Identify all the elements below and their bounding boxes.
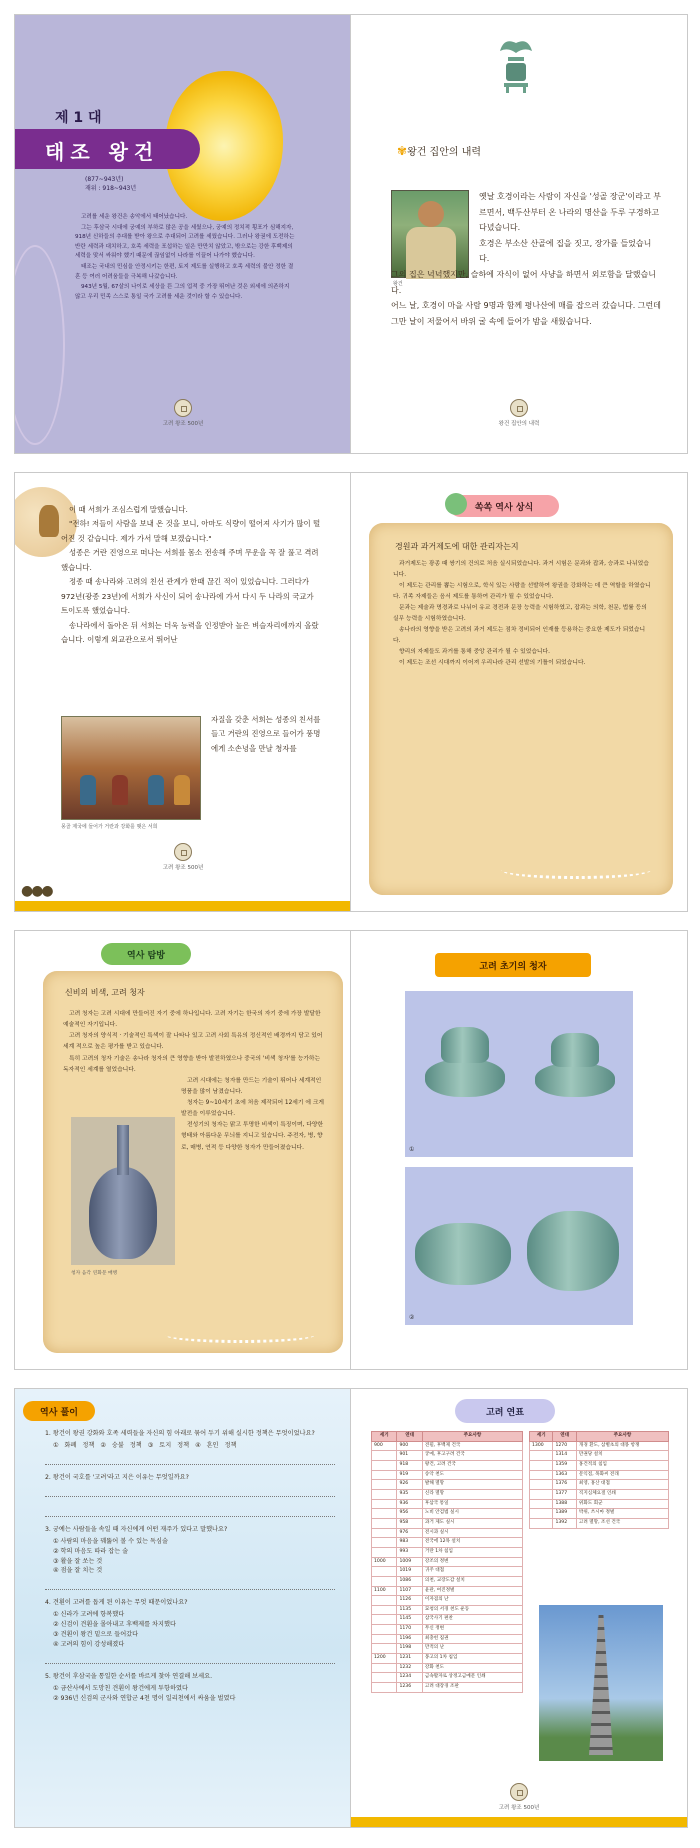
col-event: 주요사항: [422, 1432, 522, 1442]
page-history-tip: [350, 472, 688, 912]
celadon-photo-1: [405, 991, 633, 1157]
story-para: 어느 날, 호경이 마을 사람 9명과 함께 평나산에 매를 잡으러 갔습니다. 그런데 그만 날이 저물어서 바위 굴 속에 들어가 밤을 새웠습니다.: [391, 301, 661, 326]
page-timeline: [350, 1388, 688, 1828]
event-cell: 만권당 설치: [576, 1451, 668, 1461]
century-cell: 1300: [530, 1441, 553, 1451]
answer-line[interactable]: [45, 1652, 335, 1664]
event-cell: 박위, 쓰시마 정벌: [576, 1509, 668, 1519]
intro-para: 943년 5월, 67살의 나이로 세상을 뜬 그의 업적 중 가장 뛰어난 것은 외세에 의존하지 않고 우리 민족 스스로 통일 국가 고려를 세운 것이라 할 수 있습니다.: [75, 284, 290, 300]
timeline-row: [372, 1547, 523, 1557]
section-title: [397, 143, 481, 158]
year-cell: 1376: [553, 1480, 576, 1490]
quiz-list: [45, 1429, 335, 1707]
intro-para: 그는 후삼국 시대에 궁예의 부하로 많은 공을 세웠으나, 궁예의 정치적 횡포가 심해지자, 918년 신하들의 추대를 받아 왕으로 추대되어 고려를 세웠습니다. 그러나 왕권에 도전하는 반란 세력과 대치하고, 호족 세력을 포섭하는 일은 만만치 않았고, 밖으로는 강한 후백제의 세력을 맞서 싸워야 했기 때문에 끊임없이 나라를 이끌어 나가야 했습니다.: [75, 224, 295, 260]
century-cell: [372, 1460, 397, 1470]
century-cell: [372, 1509, 397, 1519]
event-cell: 전시과 실시: [422, 1528, 522, 1538]
century-cell: [372, 1518, 397, 1528]
century-cell: [372, 1663, 397, 1673]
event-cell: 노비 안검법 실시: [422, 1509, 522, 1519]
timeline-row: [372, 1480, 523, 1490]
story-para: 호경은 부소산 산골에 집을 짓고, 장가를 들었습니다.: [479, 238, 652, 264]
event-cell: 견훤, 후백제 건국: [422, 1441, 522, 1451]
timeline-row: [372, 1576, 523, 1586]
event-cell: 과거 제도 실시: [422, 1518, 522, 1528]
event-cell: 직지심체요절 인쇄: [576, 1489, 668, 1499]
col-event: 주요사항: [576, 1432, 668, 1442]
answer-option[interactable]: ② 신검이 견훤을 몰아내고 후백제를 차지했다: [53, 1621, 176, 1629]
coin-icon: [174, 399, 192, 417]
timeline-row: [372, 1683, 523, 1693]
story-text: [391, 189, 661, 329]
question-2: [45, 1473, 335, 1517]
col-year: 연대: [397, 1432, 422, 1442]
century-cell: [372, 1547, 397, 1557]
century-cell: [372, 1625, 397, 1635]
lace-decoration: [501, 861, 651, 879]
timeline-row: [372, 1441, 523, 1451]
century-cell: [530, 1499, 553, 1509]
event-cell: 고려 대장경 조판: [422, 1683, 522, 1693]
year-cell: 1359: [553, 1460, 576, 1470]
timeline-table-left: [371, 1431, 523, 1693]
century-cell: [530, 1480, 553, 1490]
year-cell: 1145: [397, 1615, 422, 1625]
century-cell: [372, 1470, 397, 1480]
story-para: 옛날 호경이라는 사람이 자신을 '성골 장군'이라고 부르면서, 백두산부터 온 나라의 명산을 두루 구경하고 다녔습니다.: [479, 192, 661, 233]
section-title-text: 왕건 집안의 내력: [407, 147, 482, 158]
timeline-row: [530, 1480, 669, 1490]
panel-para: 특히 고려의 청자 기술은 송나라 청자의 큰 영향을 받아 발전하였으나 중국의 '비색 청자'를 능가하는 독자적인 세계를 열었습니다.: [63, 1055, 321, 1073]
year-cell: 1231: [397, 1654, 422, 1664]
year-cell: 900: [397, 1441, 422, 1451]
timeline-row: [530, 1470, 669, 1480]
timeline-row: [530, 1489, 669, 1499]
event-cell: 궁예, 후고구려 건국: [422, 1451, 522, 1461]
panel-title: 경원과 과거제도에 대한 관리자는지: [395, 542, 519, 551]
event-cell: 무신 정변: [422, 1625, 522, 1635]
century-cell: [372, 1644, 397, 1654]
century-cell: [530, 1451, 553, 1461]
event-cell: 묘청의 서경 천도 운동: [422, 1605, 522, 1615]
page-family-history: [350, 14, 688, 454]
timeline-row: [372, 1605, 523, 1615]
year-cell: 983: [397, 1538, 422, 1548]
timeline-row: [372, 1644, 523, 1654]
year-cell: 1170: [397, 1625, 422, 1635]
event-cell: 고려 멸망, 조선 건국: [576, 1518, 668, 1528]
story-para: 송나라에서 돌아온 뒤 서희는 더욱 능력을 인정받아 높은 벼슬자리에까지 올랐습니다. 이렇게 외교관으로서 뛰어난: [61, 620, 319, 644]
timeline-row: [372, 1673, 523, 1683]
king-title: 태조 왕건: [15, 129, 200, 169]
timeline-row: [372, 1451, 523, 1461]
page-footer: [351, 399, 687, 427]
timeline-row: [372, 1538, 523, 1548]
intro-para: 고려를 세운 왕건은 송악에서 태어났습니다.: [81, 214, 188, 220]
lace-decoration: [165, 1327, 315, 1343]
panel-para: 과거제도는 광종 때 쌍기의 건의로 처음 실시되었습니다. 과거 시험은 문과와 잡과, 승과로 나뉘었습니다.: [393, 561, 649, 578]
century-cell: [372, 1480, 397, 1490]
year-cell: 1086: [397, 1576, 422, 1586]
page-footer: [15, 399, 351, 427]
section-badge: 역사 탐방: [101, 943, 191, 965]
century-cell: [530, 1518, 553, 1528]
year-cell: 993: [397, 1547, 422, 1557]
col-year: 연대: [553, 1432, 576, 1442]
answer-option[interactable]: ① 금산사에서 도망친 견훤이 왕건에게 투항하였다: [53, 1684, 188, 1692]
photo-number: ②: [409, 1314, 415, 1321]
event-cell: 위화도 회군: [576, 1499, 668, 1509]
year-cell: 958: [397, 1518, 422, 1528]
panel-para: 향리의 자제들도 과거를 통해 중앙 관리가 될 수 있었습니다.: [399, 649, 550, 655]
col-century: 세기: [372, 1432, 397, 1442]
timeline-row: [372, 1557, 523, 1567]
section-badge: 고려 연표: [455, 1399, 555, 1423]
century-cell: [372, 1499, 397, 1509]
century-cell: 1000: [372, 1557, 397, 1567]
event-cell: 이자겸의 난: [422, 1596, 522, 1606]
century-cell: 1200: [372, 1654, 397, 1664]
intro-text: [75, 213, 295, 303]
timeline-row: [372, 1586, 523, 1596]
century-cell: [372, 1673, 397, 1683]
panel-para: 전성기의 청자는 맑고 투명한 비색이 특징이며, 다양한 형태와 아름다운 무늬를 지니고 있습니다. 주전자, 병, 향로, 매병, 연적 등 다양한 청자가 만들어졌습니다.: [181, 1122, 324, 1151]
century-cell: [530, 1489, 553, 1499]
year-cell: 1234: [397, 1673, 422, 1683]
generation-label: 제 1 대: [55, 110, 102, 126]
story-para: "전하! 저들이 사람을 보내 온 것을 보니, 아마도 식량이 떨어져 사기가 많이 떨어진 것 같습니다. 제가 가서 말해 보겠습니다.": [61, 519, 321, 543]
event-cell: 송악 천도: [422, 1470, 522, 1480]
event-cell: 귀주 대첩: [422, 1567, 522, 1577]
timeline-row: [530, 1441, 669, 1451]
footer-label: 왕건 집안의 내력: [498, 421, 540, 427]
year-cell: 1196: [397, 1634, 422, 1644]
event-cell: 왕건, 고려 건국: [422, 1460, 522, 1470]
year-cell: 1126: [397, 1596, 422, 1606]
question-text: 1. 왕건이 왕권 강화와 호족 세력들을 자신의 힘 아래로 묶어 두기 위해 실시한 정책은 무엇이었나요?: [45, 1430, 315, 1437]
panel-para: 고려 청자의 양식적 · 기술적인 특색이 잘 나타나 있고 고려 사회 특유의 정신적인 배경까지 담고 있어 세계 적으로 높은 평가를 받고 있습니다.: [63, 1033, 323, 1051]
footer-label: 고려 왕조 500년: [162, 421, 204, 427]
page-footer: [15, 843, 351, 871]
timeline-row: [372, 1509, 523, 1519]
year-cell: 918: [397, 1460, 422, 1470]
century-cell: [372, 1538, 397, 1548]
event-cell: 전국에 12목 설치: [422, 1538, 522, 1548]
year-cell: 936: [397, 1499, 422, 1509]
timeline-row: [372, 1518, 523, 1528]
question-text: 3. 궁예는 사람들을 속일 때 자신에게 어떤 재주가 있다고 말했나요?: [45, 1525, 228, 1533]
timeline-row: [530, 1518, 669, 1528]
year-cell: 976: [397, 1528, 422, 1538]
event-cell: 후삼국 통일: [422, 1499, 522, 1509]
year-cell: 926: [397, 1480, 422, 1490]
answer-option[interactable]: ① 신라가 고려에 항복했다: [53, 1611, 125, 1619]
section-badge: 역사 풀이: [23, 1401, 95, 1421]
timeline-row: [530, 1451, 669, 1461]
answer-line[interactable]: [45, 1453, 335, 1465]
event-cell: 최영, 홍산 대첩: [576, 1480, 668, 1490]
century-cell: [372, 1489, 397, 1499]
timeline-row: [530, 1499, 669, 1509]
year-cell: 1389: [553, 1509, 576, 1519]
question-5: [45, 1672, 335, 1704]
year-cell: 1388: [553, 1499, 576, 1509]
answer-option[interactable]: ① 사람의 마음을 꿰뚫어 볼 수 있는 독심술: [53, 1537, 168, 1545]
event-cell: 강조의 정변: [422, 1557, 522, 1567]
answer-line[interactable]: [45, 1485, 335, 1497]
year-cell: 1198: [397, 1644, 422, 1654]
badge-label: 쏙쏙 역사 상식: [474, 503, 534, 513]
side-text: 자질을 갖춘 서희는 성종의 친서를 들고 거란의 진영으로 들어가 풍명에게 소손녕을 만날 청자를: [211, 715, 321, 753]
question-4: [45, 1598, 335, 1664]
year-cell: 1392: [553, 1518, 576, 1528]
event-cell: 만적의 난: [422, 1644, 522, 1654]
event-cell: 의천, 교장도감 설치: [422, 1576, 522, 1586]
story-para: 이 때 서희가 조심스럽게 말했습니다.: [69, 505, 188, 514]
century-cell: [530, 1509, 553, 1519]
page-seohui-story: [14, 472, 352, 912]
dot-decoration: ●●●: [21, 883, 52, 899]
painting-image: [61, 716, 201, 820]
coin-icon: [174, 843, 192, 861]
panel-para: 청자는 9~10세기 초에 처음 제작되어 12세기 에 크게 발전을 이루었습니다.: [181, 1100, 324, 1118]
reign: 재위 : 918~943년: [85, 185, 137, 192]
leaf-icon: [445, 493, 467, 515]
section-badge: [449, 495, 559, 517]
photo-number: ①: [409, 1146, 415, 1153]
event-cell: 개경 환도, 삼별초의 대몽 항쟁: [576, 1441, 668, 1451]
page-history-tour: [14, 930, 352, 1370]
page-footer: [351, 1783, 687, 1811]
portrait-caption: 왕건: [393, 281, 403, 287]
answer-option[interactable]: ③ 활을 잘 쏘는 것: [53, 1557, 103, 1565]
year-cell: 1019: [397, 1567, 422, 1577]
timeline-row: [372, 1596, 523, 1606]
event-cell: 강화 천도: [422, 1663, 522, 1673]
timeline-row: [372, 1663, 523, 1673]
panel-text: [393, 559, 651, 669]
year-cell: 901: [397, 1451, 422, 1461]
question-text: 4. 견훤이 고려를 돕게 된 이유는 무엇 때문이었나요?: [45, 1599, 188, 1607]
century-cell: [372, 1683, 397, 1693]
footer-bar: [351, 1817, 687, 1827]
timeline-row: [530, 1460, 669, 1470]
century-cell: [372, 1451, 397, 1461]
year-cell: 935: [397, 1489, 422, 1499]
year-cell: 1232: [397, 1663, 422, 1673]
event-cell: 삼국사기 편찬: [422, 1615, 522, 1625]
story-para: 정종 때 송나라와 고려의 친선 관계가 한때 끊긴 적이 있었습니다. 그러다가 972년(광종 23년)에 서희가 사신이 되어 송나라에 가서 다시 두 나라의 국교가 트이도록 했었습니다.: [61, 577, 314, 616]
panel-para: 송나라의 영향을 받은 고려의 과거 제도는 점차 정비되어 인재를 등용하는 중요한 제도가 되었습니다.: [393, 627, 646, 644]
answer-option[interactable]: ② 936년 신검의 군사와 연합군 4천 명이 일리천에서 싸움을 벌였다: [53, 1694, 236, 1702]
event-cell: 몽고의 1차 침입: [422, 1654, 522, 1664]
pagoda-photo: [539, 1605, 663, 1761]
year-cell: 1135: [397, 1605, 422, 1615]
century-cell: 900: [372, 1441, 397, 1451]
answer-line[interactable]: [45, 1505, 335, 1517]
year-cell: 919: [397, 1470, 422, 1480]
year-cell: 1314: [553, 1451, 576, 1461]
century-cell: 1100: [372, 1586, 397, 1596]
timeline-row: [372, 1567, 523, 1577]
timeline-row: [372, 1528, 523, 1538]
timeline-row: [372, 1615, 523, 1625]
answer-option[interactable]: ③ 견훤이 왕건 밑으로 들어갔다: [53, 1631, 139, 1639]
panel-para: 이 제도는 조선 시대까지 이어져 우리나라 관리 선발의 기틀이 되었습니다.: [399, 660, 586, 666]
event-cell: 문익점, 목화씨 전래: [576, 1470, 668, 1480]
timeline-row: [372, 1625, 523, 1635]
century-cell: [372, 1576, 397, 1586]
intro-para: 태조는 국내의 민심을 안정시키는 한편, 토지 제도를 실행하고 호족 세력의 불안 정한 결혼 등 여러 어려움들을 극복해 나갔습니다.: [75, 264, 294, 280]
page-celadon-gallery: [350, 930, 688, 1370]
century-cell: [372, 1567, 397, 1577]
vase-caption: 청자 음각 연화문 매병: [71, 1271, 118, 1276]
timeline-table-right: [529, 1431, 669, 1529]
century-cell: [372, 1615, 397, 1625]
timeline-row: [372, 1460, 523, 1470]
question-text: 2. 왕건이 국호를 '고려'라고 지은 이유는 무엇일까요?: [45, 1473, 189, 1481]
century-cell: [372, 1605, 397, 1615]
timeline-row: [372, 1499, 523, 1509]
panel-title: 신비의 비색, 고려 청자: [65, 988, 145, 997]
story-para: 성종은 거란 진영으로 떠나는 서희를 몸소 전송해 주며 무운을 꼭 잘 풀고 격려했습니다.: [61, 548, 319, 572]
page-quiz: [14, 1388, 352, 1828]
panel-para: 고려 청자는 고려 시대에 만들어진 자기 중에 하나입니다. 고려 자기는 한국의 자기 중에 가장 발달한 예술적인 자기입니다.: [63, 1011, 321, 1029]
story-para: 그의 집은 넉넉했지만, 슬하에 자식이 없어 사냥을 하면서 외로함을 달랬습니다.: [391, 269, 656, 295]
answer-line[interactable]: [45, 1578, 335, 1590]
footer-label: 고려 왕조 500년: [162, 865, 204, 871]
event-cell: 금속활자로 상정고금예문 인쇄: [422, 1673, 522, 1683]
timeline-row: [372, 1470, 523, 1480]
story-text: [61, 503, 323, 647]
page-king-intro: [14, 14, 352, 454]
year-cell: 1270: [553, 1441, 576, 1451]
event-cell: 윤관, 여진정벌: [422, 1586, 522, 1596]
timeline-row: [530, 1509, 669, 1519]
century-cell: [530, 1470, 553, 1480]
timeline-row: [372, 1489, 523, 1499]
year-cell: 1377: [553, 1489, 576, 1499]
col-century: 세기: [530, 1432, 553, 1442]
question-text: 5. 왕건이 후삼국을 통일한 순서를 바르게 찾아 연결해 보세요.: [45, 1672, 213, 1680]
lifespan: (877~943년): [85, 176, 124, 183]
timeline-row: [372, 1634, 523, 1644]
footer-bar: [15, 901, 351, 911]
coin-icon: [510, 1783, 528, 1801]
celadon-vase-image: [71, 1117, 175, 1265]
painting-caption: 몽골 제국에 들어가 거란과 강화를 맺은 서희: [61, 824, 158, 830]
coin-icon: [510, 399, 528, 417]
century-cell: [372, 1596, 397, 1606]
answer-option[interactable]: ④ 고려의 힘이 강성해졌다: [53, 1641, 125, 1649]
year-cell: 1009: [397, 1557, 422, 1567]
event-cell: 홍건적의 침입: [576, 1460, 668, 1470]
question-1: [45, 1429, 335, 1465]
century-cell: [372, 1528, 397, 1538]
panel-para: 이 제도는 관리를 뽑는 시험으로, 학식 있는 사람을 선발하여 왕권을 강화하는 데 큰 역할을 하였습니다. 귀족 자제들은 음서 제도를 통하여 관리가 될 수 있었습니다.: [393, 583, 651, 600]
event-cell: 발해 멸망: [422, 1480, 522, 1490]
century-cell: [530, 1460, 553, 1470]
year-cell: 1236: [397, 1683, 422, 1693]
king-dates: [85, 175, 136, 193]
century-cell: [372, 1634, 397, 1644]
question-3: [45, 1525, 335, 1591]
year-cell: 1107: [397, 1586, 422, 1596]
answer-option[interactable]: ② 학의 마음도 따라 잡는 술: [53, 1547, 129, 1555]
event-cell: 최충헌 집권: [422, 1634, 522, 1644]
answer-options[interactable]: ① 화폐 정책 ② 숭불 정책 ③ 토지 정책 ④ 혼인 정책: [53, 1441, 237, 1449]
flower-icon: ✾: [397, 144, 408, 158]
event-cell: 거란 1차 침입: [422, 1547, 522, 1557]
footer-label: 고려 왕조 500년: [498, 1805, 540, 1811]
panel-para: 고려 시대에는 청자를 만드는 기술이 뛰어나 세계적인 명품을 많이 남겼습니다.: [181, 1077, 322, 1095]
celadon-photo-2: [405, 1167, 633, 1325]
bronze-vessel-icon: [494, 37, 538, 95]
year-cell: 1363: [553, 1470, 576, 1480]
answer-option[interactable]: ④ 점을 잘 치는 것: [53, 1567, 103, 1575]
panel-para: 문과는 제술과 명경과로 나뉘어 유교 경전과 문장 능력을 시험하였고, 잡과는 의학, 천문, 법률 등의 실무 능력을 시험하였습니다.: [393, 605, 647, 622]
section-badge: 고려 초기의 청자: [435, 953, 591, 977]
timeline-row: [372, 1654, 523, 1664]
year-cell: 956: [397, 1509, 422, 1519]
event-cell: 신라 멸망: [422, 1489, 522, 1499]
